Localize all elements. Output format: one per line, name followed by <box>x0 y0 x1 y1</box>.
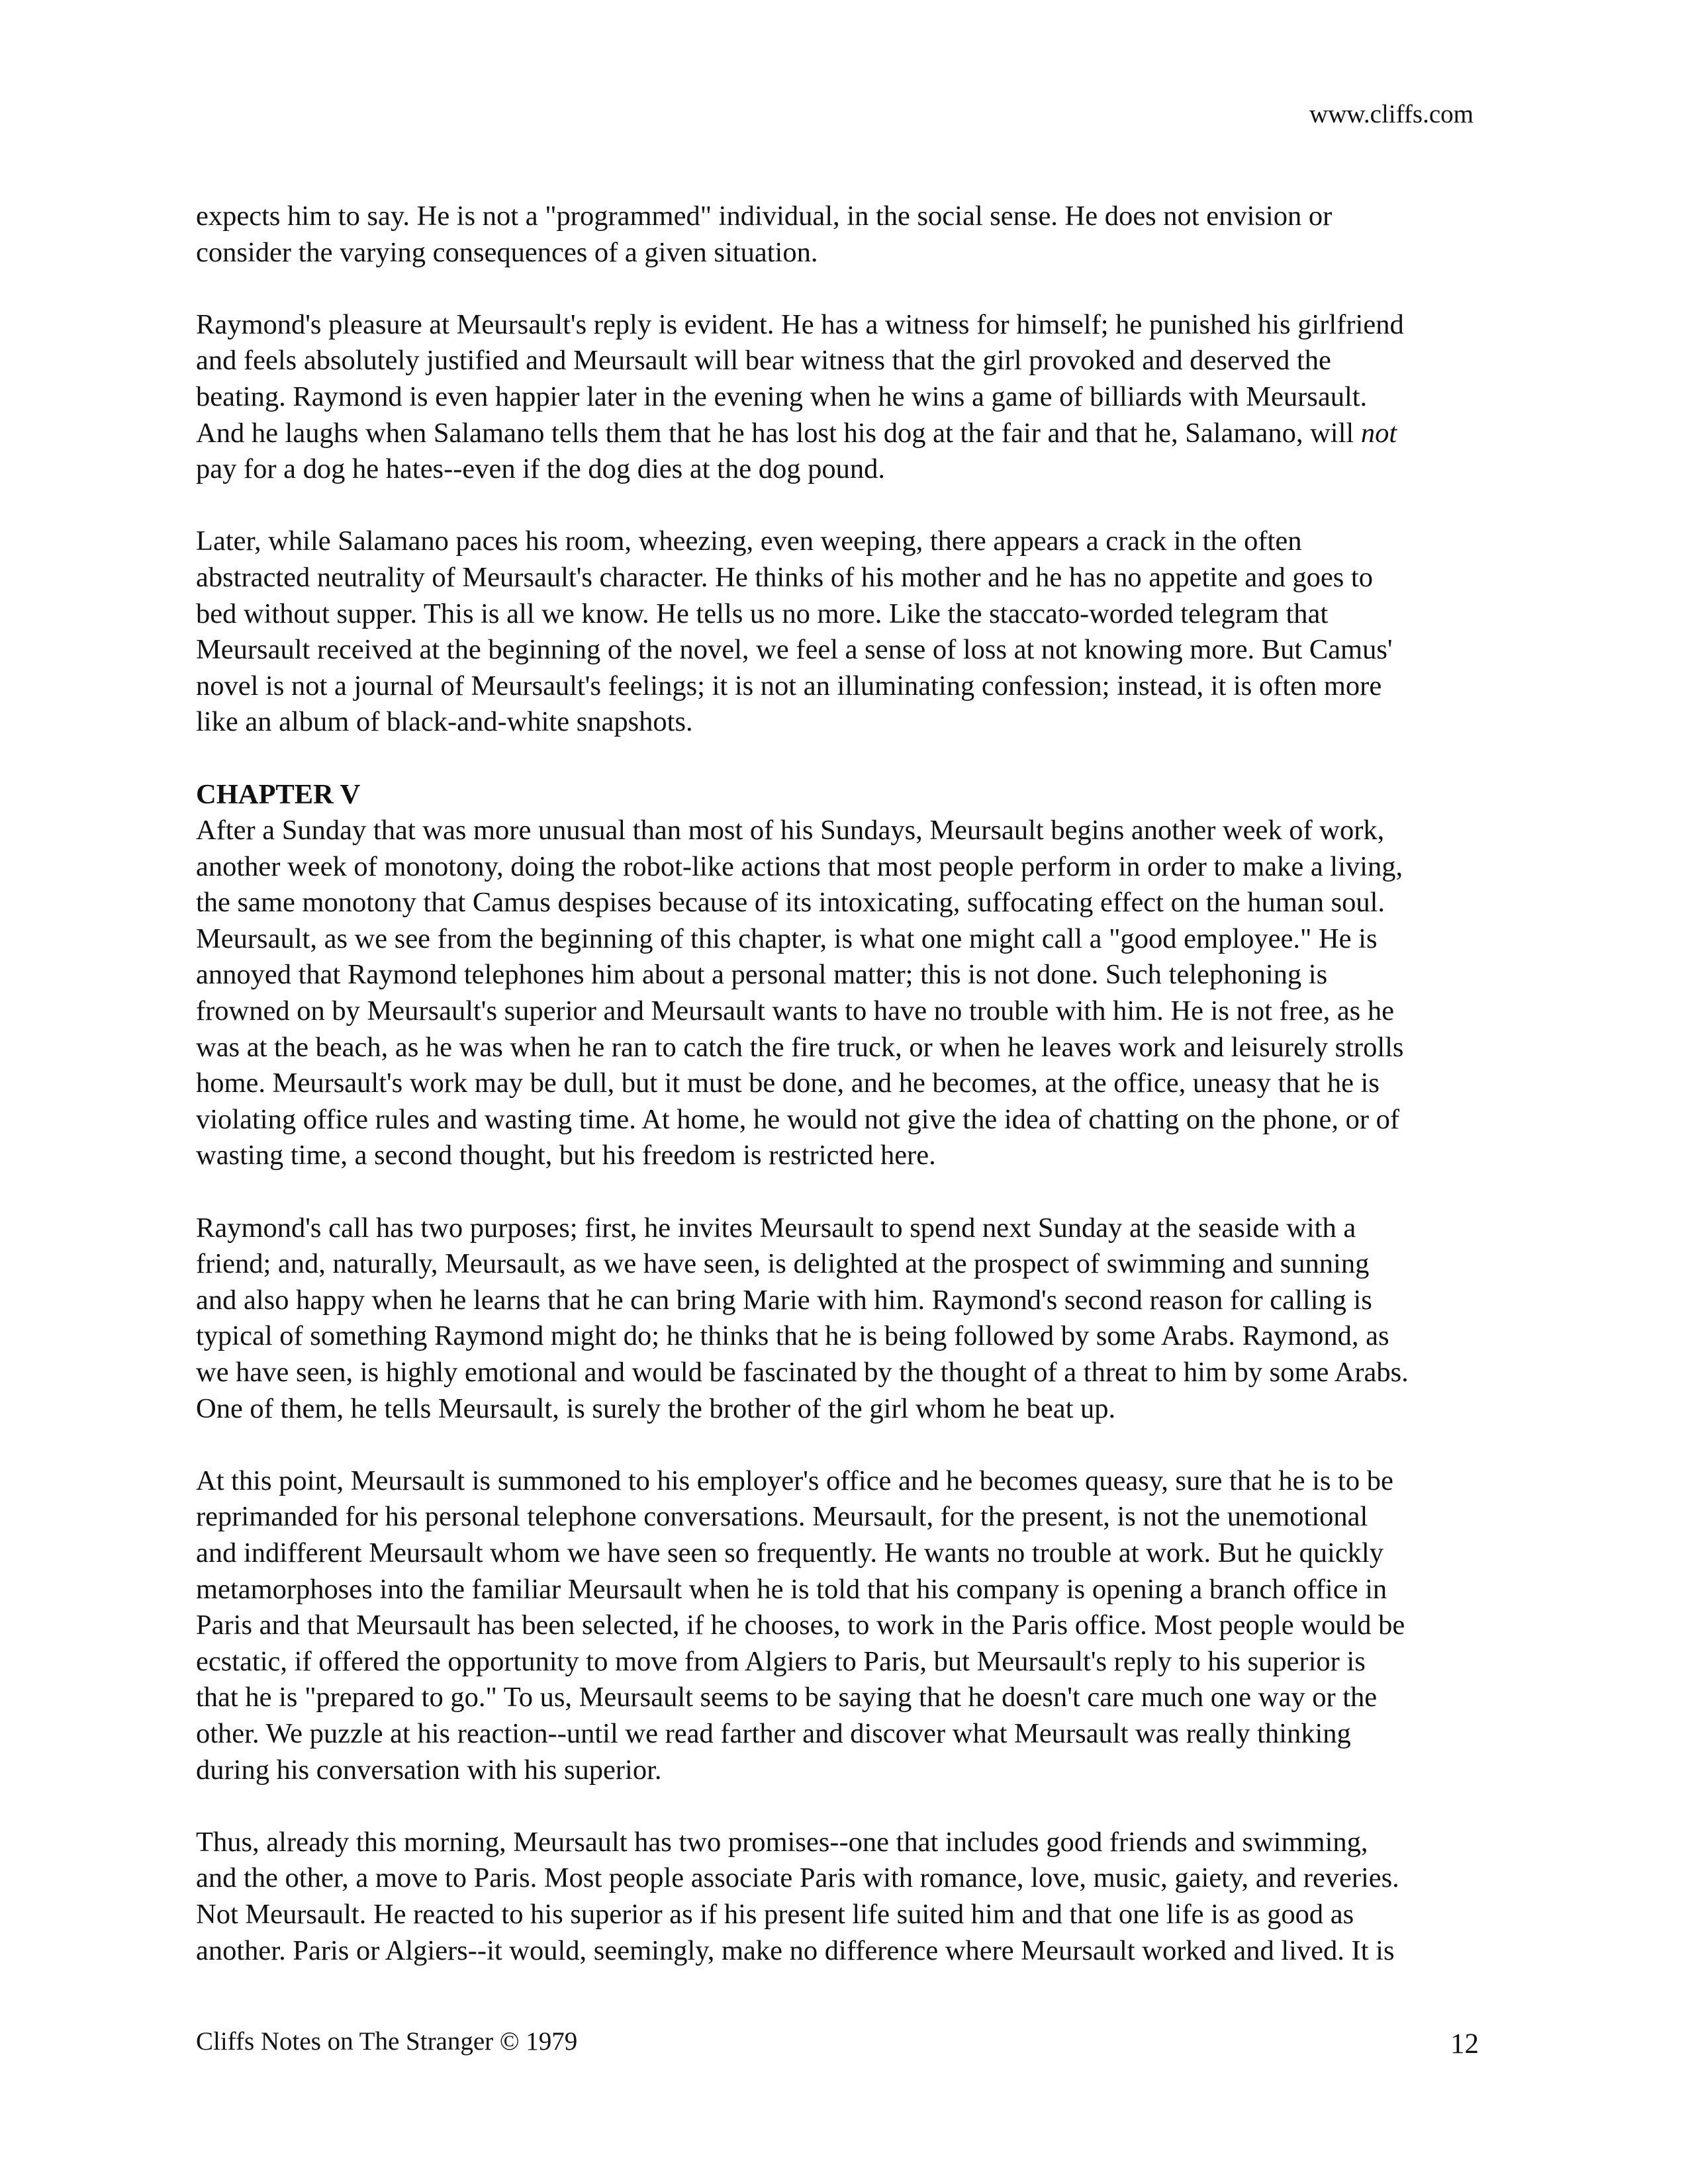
text-line: beating. Raymond is even happier later in the evening when he wins a game of billiards with Meursault. <box>196 381 1368 412</box>
paragraph-3 <box>196 523 1476 741</box>
text-line: metamorphoses into the familiar Meursault when he is told that his company is opening a branch office in <box>196 1573 1387 1605</box>
text-line: that he is "prepared to go." To us, Meursault seems to be saying that he doesn't care much one way or the <box>196 1682 1378 1713</box>
paragraph-7 <box>196 1825 1476 1969</box>
text-line: expects him to say. He is not a "programmed" individual, in the social sense. He does not envision or <box>196 201 1333 232</box>
text-line: frowned on by Meursault's superior and Meursault wants to have no trouble with him. He is not free, as he <box>196 995 1394 1027</box>
text-line: and feels absolutely justified and Meursault will bear witness that the girl provoked and deserved the <box>196 345 1331 377</box>
paragraph-6 <box>196 1463 1476 1788</box>
paragraph-5 <box>196 1210 1476 1428</box>
text-line: novel is not a journal of Meursault's feelings; it is not an illuminating confession; instead, it is often more <box>196 670 1382 702</box>
text-line: reprimanded for his personal telephone conversations. Meursault, for the present, is not the unemotional <box>196 1501 1368 1533</box>
text-line: was at the beach, as he was when he ran to catch the fire truck, or when he leaves work and leisurely strolls <box>196 1031 1404 1063</box>
paragraph-2 <box>196 307 1476 488</box>
text-line: consider the varying consequences of a given situation. <box>196 236 818 268</box>
footer-title: Cliffs Notes on The Stranger © 1979 <box>196 2027 578 2056</box>
text-line: we have seen, is highly emotional and would be fascinated by the thought of a threat to him by some Arabs. <box>196 1357 1409 1388</box>
text-line: another. Paris or Algiers--it would, seemingly, make no difference where Meursault worked and lived. It is <box>196 1934 1395 1966</box>
body-text <box>196 199 1476 2005</box>
text-line: pay for a dog he hates--even if the dog dies at the dog pound. <box>196 453 885 485</box>
text-line <box>196 416 1476 452</box>
text-line: the same monotony that Camus despises because of its intoxicating, suffocating effect on the human soul. <box>196 887 1385 919</box>
text-line: violating office rules and wasting time. At home, he would not give the idea of chatting on the phone, or of <box>196 1103 1400 1135</box>
text-line: Thus, already this morning, Meursault has two promises--one that includes good friends and swimming, <box>196 1826 1368 1858</box>
text-line: One of them, he tells Meursault, is surely the brother of the girl whom he beat up. <box>196 1392 1116 1424</box>
text-line: At this point, Meursault is summoned to his employer's office and he becomes queasy, sure that he is to be <box>196 1465 1393 1496</box>
text-line-segment: And he laughs when Salamano tells them that he has lost his dog at the fair and that he, Salamano, will <box>196 417 1354 449</box>
emphasis-word: not <box>1360 417 1397 449</box>
text-line: ecstatic, if offered the opportunity to move from Algiers to Paris, but Meursault's reply to his superior is <box>196 1645 1366 1677</box>
text-line: Raymond's call has two purposes; first, he invites Meursault to spend next Sunday at the seaside with a <box>196 1212 1356 1244</box>
text-line: friend; and, naturally, Meursault, as we have seen, is delighted at the prospect of swimming and sunning <box>196 1248 1370 1280</box>
text-line: and indifferent Meursault whom we have seen so frequently. He wants no trouble at work. But he quickly <box>196 1537 1383 1569</box>
header-url: www.cliffs.com <box>1309 100 1474 128</box>
text-line: abstracted neutrality of Meursault's character. He thinks of his mother and he has no appetite and goes to <box>196 561 1373 593</box>
text-line: home. Meursault's work may be dull, but it must be done, and he becomes, at the office, uneasy that he is <box>196 1068 1380 1099</box>
text-line: another week of monotony, doing the robot-like actions that most people perform in order to make a living, <box>196 850 1403 882</box>
text-line: during his conversation with his superior. <box>196 1754 662 1786</box>
text-line: After a Sunday that was more unusual than most of his Sundays, Meursault begins another week of work, <box>196 815 1385 846</box>
text-line: and also happy when he learns that he can bring Marie with him. Raymond's second reason for calling is <box>196 1284 1372 1316</box>
text-line: bed without supper. This is all we know. He tells us no more. Like the staccato-worded telegram that <box>196 598 1329 629</box>
text-line: annoyed that Raymond telephones him about a personal matter; this is not done. Such telephoning is <box>196 959 1328 991</box>
text-line: other. We puzzle at his reaction--until we read farther and discover what Meursault was really thinking <box>196 1717 1351 1749</box>
paragraph-1 <box>196 199 1476 271</box>
chapter-heading: CHAPTER V <box>196 778 361 810</box>
text-line: Meursault, as we see from the beginning of this chapter, is what one might call a "good employee." He is <box>196 923 1378 954</box>
text-line: wasting time, a second thought, but his freedom is restricted here. <box>196 1140 936 1171</box>
text-line: Meursault received at the beginning of the novel, we feel a sense of loss at not knowing more. But Camus' <box>196 634 1393 666</box>
text-line: Later, while Salamano paces his room, wheezing, even weeping, there appears a crack in the often <box>196 525 1302 557</box>
text-line: like an album of black-and-white snapshots. <box>196 706 693 738</box>
text-line: Raymond's pleasure at Meursault's reply is evident. He has a witness for himself; he punished his girlfriend <box>196 308 1404 340</box>
text-line: and the other, a move to Paris. Most people associate Paris with romance, love, music, gaiety, and reveries. <box>196 1862 1399 1894</box>
text-line: Paris and that Meursault has been selected, if he chooses, to work in the Paris office. Most people would be <box>196 1610 1405 1641</box>
text-line: Not Meursault. He reacted to his superior as if his present life suited him and that one life is as good as <box>196 1898 1354 1930</box>
chapter-section <box>196 777 1476 1175</box>
page-number: 12 <box>1450 2028 1479 2060</box>
text-line: typical of something Raymond might do; he thinks that he is being followed by some Arabs. Raymond, as <box>196 1320 1389 1352</box>
